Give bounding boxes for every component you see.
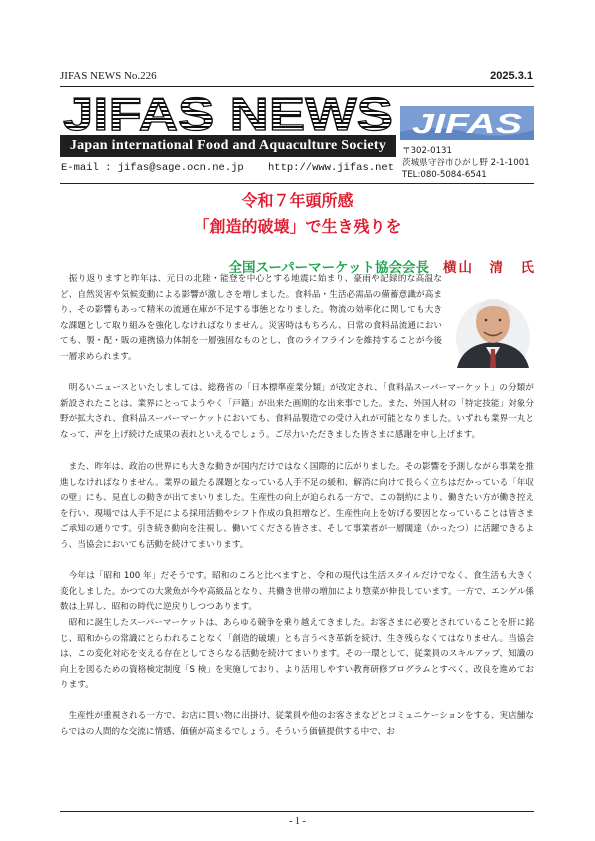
author-portrait <box>449 289 534 368</box>
masthead-banner <box>60 88 396 183</box>
article-headline: 「創造的破壊」で生き残りを <box>193 217 402 236</box>
jifas-logo <box>400 106 534 140</box>
article-paragraph-1: 振り返りますと昨年は、元日の北陸・能登を中心とする地震に始まり、豪雨や記録的な高温など、自然災害や気候変動による影響が激しさを増しました。食料品・生活必需品の備蓄意識が高まり、その影響もあって精米の流通在庫が不足する事態となりました。物流の効率化に関しても大きな課題として取り組みを強化しなければなりません。災害時はもちろん、日常の食料品流通においても、製・配・販の連携協力体制を一層強固なものとし、食のライフラインを維持することが今後一層求められます。 <box>60 274 442 362</box>
society-address <box>402 145 530 181</box>
contact-email: E-mail : jifas@sage.ocn.ne.jp <box>61 162 244 174</box>
issue-date: 2025.3.1 <box>490 70 533 82</box>
author-name: 横山 清 氏 <box>443 260 536 276</box>
website-url: http://www.jifas.net <box>267 162 394 174</box>
article-paragraph-3: また、昨年は、政治の世界にも大きな動きが国内だけではなく国際的に広がりました。その影響を予測しながら事業を推進しなければなりません。業界の最たる課題となっている人手不足の緩和、解消に向けて長らく立ちはだかっている「年収の壁」にも、見直しの動きが出てまいりました。生産性の向上が迫られる一方で、この制約により、働きたい方が働き控えを行い、現場では人手不足による採用活動やシフト作成の負担増など、生産性向上を妨げる要因となっていることは皆さまご承知の通りです。引き続き動向を注視し、働いてくださる皆さま、そして事業者が一層闊達（かったつ）に活躍できるよう、当協会においても活動を続けてまいります。 <box>60 462 534 550</box>
issue-number: JIFAS NEWS No.226 <box>60 70 157 82</box>
masthead-subtitle: Japan international Food and Aquaculture Society <box>60 135 396 157</box>
article-paragraph-6: 生産性が重視される一方で、お店に買い物に出掛け、従業員や他のお客さまなどとコミュニケーションをする、実店舗ならではの人間的な交流に情感、価値が高まるでしょう。そういう価値提供する中で、お <box>60 711 534 737</box>
header-rule-top <box>60 86 534 87</box>
article-paragraph-4: 今年は「昭和 100 年」だそうです。昭和のころと比べますと、令和の現代は生活スタイルだけでなく、食生活も大きく変化しました。かつての大衆魚が今や高級品となり、共働き世帯の増加により惣菜が伸長しています。一方で、エンゲル係数は上昇し、昭和の時代に逆戻りしつつあります。 <box>60 571 534 613</box>
footer-rule <box>60 811 534 812</box>
jifas-logo-text: JIFAS <box>412 108 523 139</box>
street-address: 茨城県守谷市ひがし野 2-1-1001 <box>402 158 530 168</box>
telephone: TEL:080-5084-6541 <box>402 170 487 180</box>
article-paragraph-5: 昭和に誕生したスーパーマーケットは、あらゆる競争を乗り越えてきました。お客さまに必要とされていることを肝に銘じ、昭和からの常識にとらわれることなく「創造的破壊」とも言うべき革新を続け、生き残らなくてはなりません。当協会は、この変化対応を支える存在としてさらなる活動を続けてまいります。その一環として、従業員のスキルアップ、知識の向上を図るための資格検定制度「S 検」を実施しており、より活用しやすい教育研修プログラムとすべく、改良を進めております。 <box>60 618 534 691</box>
article-title: 令和７年頭所感 <box>241 191 354 210</box>
article-paragraph-2: 明るいニュースといたしましては、総務省の「日本標準産業分類」が改定され、「食料品スーパーマーケット」の分類が新設されたことは、業界にとってようやく「戸籍」が出来た画期的な出来事でした。また、外国人材の「特定技能」対象分野が拡大され、食料品スーパーマーケットにおいても、食料品製造での受け入れが可能となりました。いずれも業界一丸となって、声を上げ続けた成果の表れといえるでしょう。ご尽力いただきました皆さまに感謝を申し上げます。 <box>60 383 534 440</box>
masthead-title: JIFAS NEWS <box>63 90 393 134</box>
masthead-logo <box>60 90 396 134</box>
postal-code: 〒302-0131 <box>402 146 452 156</box>
author-organization: 全国スーパーマーケット協会会長 <box>228 260 429 276</box>
header-rule-bottom <box>60 183 534 184</box>
page-number: - 1 - <box>289 816 306 827</box>
